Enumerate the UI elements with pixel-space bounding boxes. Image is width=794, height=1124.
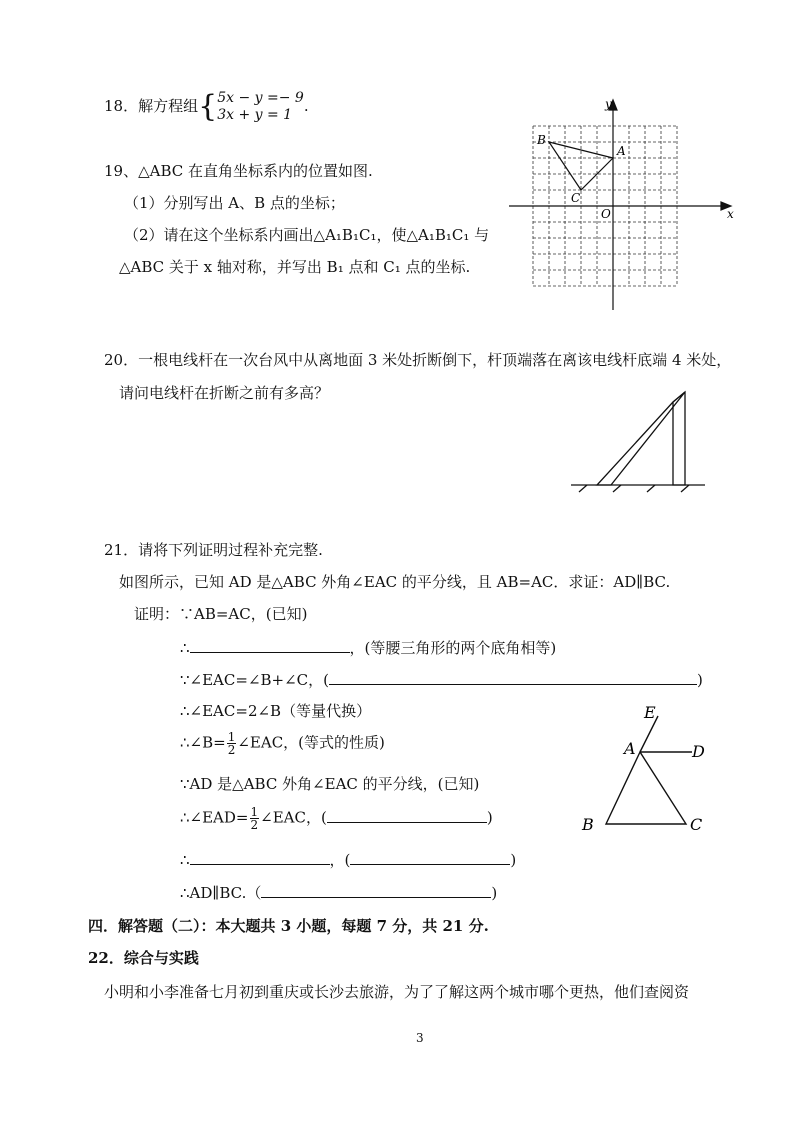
step4-prefix: ∴∠B= — [180, 733, 226, 752]
q21-step6 — [180, 806, 493, 831]
equation-2: 3x + y = 1 — [217, 107, 293, 123]
fraction-numerator: 1 — [250, 805, 259, 819]
triangle-abc — [606, 752, 686, 824]
q21-given: 如图所示，已知 AD 是△ABC 外角∠EAC 的平分线，且 AB=AC．求证：AD∥BC. — [119, 573, 671, 591]
q21-step4 — [180, 731, 385, 756]
equation-1: 5x − y =− 9 — [217, 90, 304, 106]
q20-line2: 请问电线杆在折断之前有多高？ — [119, 384, 330, 402]
step7-prefix: ∴ — [180, 851, 190, 869]
step7-close: ) — [510, 851, 517, 869]
q19-title: 19、△ABC 在直角坐标系内的位置如图. — [104, 162, 373, 180]
axes — [509, 100, 731, 310]
step6-blank[interactable] — [327, 807, 487, 823]
equation-system — [217, 90, 304, 124]
q18-label: 18．解方程组 — [104, 97, 199, 115]
step6-prefix: ∴∠EAD= — [180, 808, 249, 827]
q21-step2 — [180, 669, 703, 690]
q22-title: 22．综合与实践 — [88, 949, 199, 967]
page-number: 3 — [416, 1031, 424, 1045]
step2-text: ∵∠EAC=∠B+∠C，( — [180, 671, 329, 689]
fraction-denominator: 2 — [227, 743, 236, 757]
fraction-one-half — [227, 731, 237, 756]
brace: { — [198, 89, 218, 124]
q21-title: 21．请将下列证明过程补充完整. — [104, 541, 323, 559]
q18 — [104, 90, 309, 124]
q20-line1: 20．一根电线杆在一次台风中从离地面 3 米处折断倒下，杆顶端落在离该电线杆底端 4 米处， — [104, 351, 732, 369]
step2-blank[interactable] — [329, 669, 697, 685]
step2-close: ) — [697, 671, 703, 689]
q19-part2-line2: △ABC 关于 x 轴对称，并写出 B₁ 点和 C₁ 点的坐标. — [119, 258, 471, 276]
coordinate-grid-figure — [505, 98, 745, 298]
q21-proof-start: 证明：∵AB=AC，(已知) — [134, 605, 308, 623]
broken-pole-figure — [565, 380, 715, 500]
q21-step3: ∴∠EAC=2∠B（等量代换） — [180, 702, 372, 720]
step7-blank-reason[interactable] — [350, 849, 510, 865]
q21-step5: ∵AD 是△ABC 外角∠EAC 的平分线，(已知) — [180, 775, 480, 793]
q21-step8 — [180, 882, 497, 903]
step6-close: ) — [486, 808, 493, 827]
fraction-one-half — [250, 806, 260, 831]
step6-suffix: ∠EAC，( — [260, 808, 327, 827]
point-b-label: B — [582, 815, 594, 834]
q21-step7 — [180, 849, 516, 870]
step7-blank-statement[interactable] — [190, 849, 330, 865]
step1-reason: ，(等腰三角形的两个底角相等) — [349, 639, 557, 657]
q21-step1 — [180, 637, 556, 658]
section-4-heading: 四．解答题（二）：本大题共 3 小题，每题 7 分，共 21 分. — [88, 917, 489, 935]
y-axis-label: y — [605, 97, 612, 111]
point-a-label: A — [624, 739, 636, 758]
fraction-denominator: 2 — [250, 818, 259, 832]
pole-standing-part — [673, 392, 685, 485]
point-a-label: A — [617, 144, 626, 158]
step8-close: ) — [491, 884, 498, 902]
x-axis-label: x — [727, 207, 734, 221]
q22-line1: 小明和小李准备七月初到重庆或长沙去旅游，为了了解这两个城市哪个更热，他们查阅资 — [104, 983, 690, 1001]
step8-blank[interactable] — [261, 882, 491, 898]
fraction-numerator: 1 — [227, 730, 236, 744]
pole-broken-part — [597, 392, 685, 485]
step1-blank[interactable] — [190, 637, 350, 653]
q18-period: . — [303, 97, 309, 115]
point-c-label: C — [690, 815, 703, 834]
point-d-label: D — [692, 742, 705, 761]
q19-part1: （1）分别写出 A、B 点的坐标； — [124, 194, 345, 212]
point-c-label: C — [571, 191, 581, 205]
point-e-label: E — [644, 703, 656, 722]
step4-suffix: ∠EAC，(等式的性质) — [237, 733, 385, 752]
triangle-bisector-figure — [580, 700, 720, 840]
step8-text: ∴AD∥BC.（ — [180, 884, 262, 902]
step7-mid: ，( — [329, 851, 351, 869]
point-b-label: B — [537, 133, 546, 147]
step1-prefix: ∴ — [180, 639, 190, 657]
q19-part2-line1: （2）请在这个坐标系内画出△A₁B₁C₁，使△A₁B₁C₁ 与 — [124, 226, 490, 244]
origin-label: O — [601, 207, 611, 221]
